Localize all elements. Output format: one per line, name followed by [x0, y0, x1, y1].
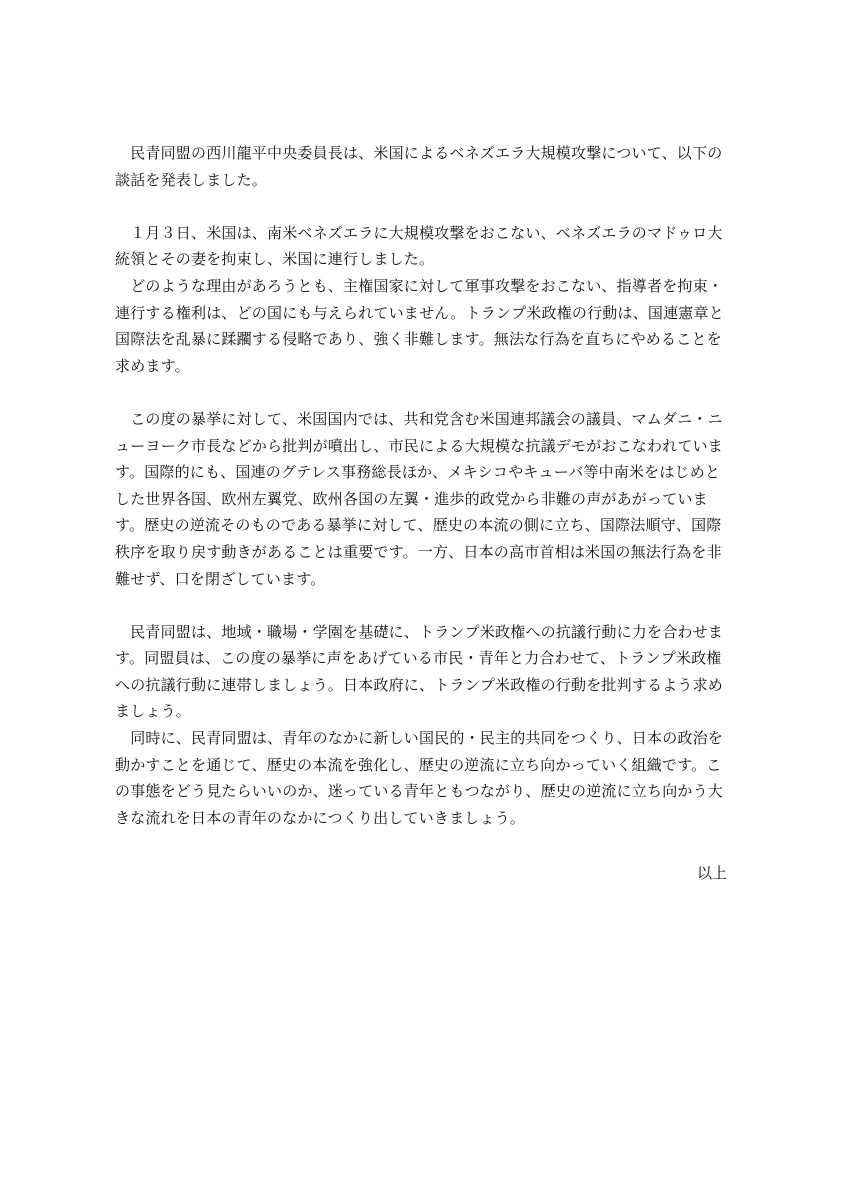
paragraph-event — [115, 220, 745, 273]
text-line: 同時に、民青同盟は、青年のなかに新しい国民的・民主的共同をつくり、日本の政治を — [115, 729, 724, 748]
text-line: す。歴史の逆流そのものである暴挙に対して、歴史の本流の側に立ち、国際法順守、国際 — [115, 516, 722, 535]
text-line: きな流れを日本の青年のなかにつくり出していきましょう。 — [115, 808, 526, 827]
text-line: 秩序を取り戻す動きがあることは重要です。一方、日本の高市首相は米国の無法行為を非 — [115, 542, 722, 561]
text-line: １月３日、米国は、南米ベネズエラに大規模攻撃をおこない、ベネズエラのマドゥロ大 — [115, 223, 723, 242]
statement-body — [115, 140, 745, 831]
paragraph-call-to-action — [115, 619, 745, 725]
paragraph-gap — [115, 379, 745, 406]
paragraph-intro — [115, 140, 745, 193]
text-line: す。国際的にも、国連のグテレス事務総長ほか、メキシコやキューバ等中南米をはじめと — [115, 463, 721, 482]
paragraph-international-reaction — [115, 406, 745, 592]
text-line: どのような理由があろうとも、主権国家に対して軍事攻撃をおこない、指導者を拘束・ — [115, 276, 724, 295]
text-line: への抗議行動に連帯しましょう。日本政府に、トランプ米政権の行動を批判するよう求め — [115, 675, 724, 694]
text-line: 動かすことを通じて、歴史の本流を強化し、歴史の逆流に立ち向かっていく組織です。こ — [115, 755, 722, 774]
text-line: 連行する権利は、どの国にも与えられていません。トランプ米政権の行動は、国連憲章と — [115, 303, 724, 322]
paragraph-gap — [115, 592, 745, 619]
text-line: 求めます。 — [115, 356, 190, 375]
paragraph-condemnation — [115, 273, 745, 379]
text-line: の事態をどう見たらいいのか、迷っている青年ともつながり、歴史の逆流に立ち向かう大 — [115, 782, 724, 801]
text-line: ューヨーク市長などから批判が噴出し、市民による大規模な抗議デモがおこなわれていま — [115, 436, 724, 455]
text-line: 談話を発表しました。 — [115, 170, 268, 189]
text-line: 難せず、口を閉ざしています。 — [115, 569, 326, 588]
text-line: す。同盟員は、この度の暴挙に声をあげている市民・青年と力合わせて、トランプ米政権 — [115, 649, 722, 668]
text-line: した世界各国、欧州左翼党、欧州各国の左翼・進歩的政党から非難の声があがっていま — [115, 489, 708, 508]
paragraph-organization-mission — [115, 725, 745, 831]
text-line: 民青同盟の西川龍平中央委員長は、米国によるベネズエラ大規模攻撃について、以下の — [115, 144, 723, 162]
text-line: ましょう。 — [115, 702, 192, 721]
paragraph-gap — [115, 193, 745, 220]
text-line: この度の暴挙に対して、米国国内では、共和党含む米国連邦議会の議員、マムダニ・ニ — [115, 409, 723, 428]
text-line: 統領とその妻を拘束し、米国に連行しました。 — [115, 250, 435, 269]
closing-remark: 以上 — [696, 864, 727, 882]
text-line: 民青同盟は、地域・職場・学園を基礎に、トランプ米政権への抗議行動に力を合わせま — [115, 622, 724, 641]
text-line: 国際法を乱暴に蹂躙する侵略であり、強く非難します。無法な行為を直ちにやめることを — [115, 330, 722, 349]
